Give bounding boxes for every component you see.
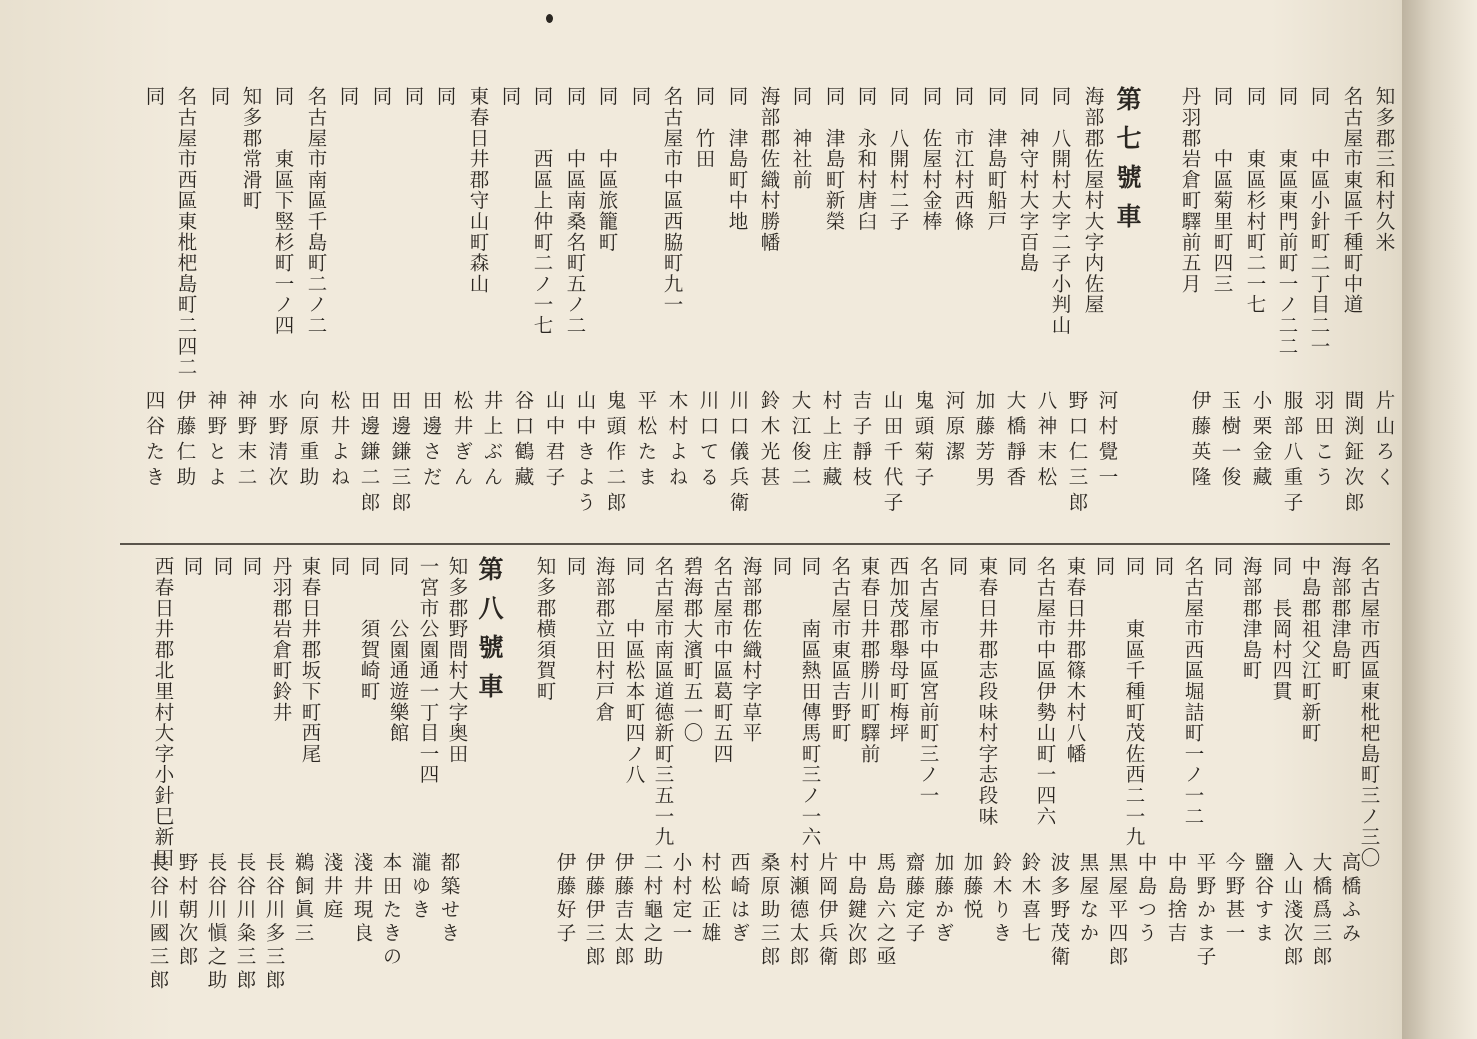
book-spine-shadow [1402, 0, 1477, 1039]
name-entry: 桑原助三郎 [757, 852, 781, 970]
address-entry: 同 [1092, 556, 1116, 577]
name-entry: 大橋爲三郎 [1309, 852, 1333, 970]
address-entry: 海部郡佐織村字草平 [739, 556, 763, 744]
address-entry: 名古屋市中區伊勢山町一四六 [1033, 556, 1057, 827]
name-entry: 黒屋なか [1076, 852, 1100, 946]
name-entry: 鬼頭作二郎 [603, 390, 627, 518]
name-entry: 齋藤定子 [902, 852, 926, 946]
name-entry: 向原重助 [296, 390, 320, 492]
name-entry: 馬島六之亟 [873, 852, 897, 970]
address-entry: 知多郡野間村大字奥田 [445, 556, 469, 764]
name-entry: 山田千代子 [880, 390, 904, 518]
name-entry: 服部八重子 [1280, 390, 1304, 518]
address-entry: 同 八開村大字二子小判山 [1048, 86, 1072, 336]
name-entry: 河原潔 [942, 390, 966, 467]
name-entry: 井上ぶん [480, 390, 504, 492]
address-entry: 名古屋市西區東枇杷島町三ノ三〇 [1357, 556, 1381, 868]
address-entry: 碧海郡大濱町五一〇 [680, 556, 704, 744]
name-entry: 間渕鉦次郎 [1341, 390, 1365, 518]
address-entry: 東春日井郡篠木村八幡 [1063, 556, 1087, 764]
car-section-heading: 第八號車 [475, 556, 504, 712]
address-entry: 海部郡佐屋村大字内佐屋 [1081, 86, 1105, 315]
address-entry: 東春日井郡守山町森山 [466, 86, 490, 294]
address-entry: 同 [769, 556, 793, 577]
address-entry: 東春日井郡志段味村字志段味 [975, 556, 999, 827]
name-entry: 加藤悦 [960, 852, 984, 923]
name-entry: 鬼頭菊子 [911, 390, 935, 492]
name-entry: 伊藤伊三郎 [582, 852, 606, 970]
address-entry: 同 [498, 86, 522, 107]
address-entry: 同 津島町新榮 [822, 86, 846, 232]
name-entry: 松井ぎん [450, 390, 474, 492]
name-entry: 入山淺次郎 [1280, 852, 1304, 970]
address-entry: 同 東區杉村町二一七 [1243, 86, 1267, 315]
name-entry: 大江俊二 [788, 390, 812, 492]
name-entry: 村松正雄 [698, 852, 722, 946]
address-entry: 同 津島町中地 [725, 86, 749, 232]
address-entry: 同 中區南桑名町五ノ二 [563, 86, 587, 336]
name-entry: 野村朝次郎 [175, 852, 199, 970]
address-entry: 同 [142, 86, 166, 107]
name-entry: 山中君子 [542, 390, 566, 492]
name-entry: 瀧ゆき [408, 852, 432, 923]
address-entry: 知多郡三和村久米 [1372, 86, 1396, 253]
address-entry: 名古屋市中區西脇町九一 [660, 86, 684, 315]
name-entry: 松井よね [327, 390, 351, 492]
address-entry: 名古屋市西區東枇杷島町二四二 [174, 86, 198, 378]
name-entry: 谷口鶴藏 [511, 390, 535, 492]
address-entry: 同 須賀崎町 [357, 556, 381, 702]
name-entry: 長谷川粂三郎 [233, 852, 257, 993]
address-entry: 同 東區東門前町一ノ二二 [1275, 86, 1299, 357]
name-entry: 長谷川愼之助 [204, 852, 228, 993]
name-entry: 小栗金藏 [1249, 390, 1273, 492]
name-entry: 神野末二 [234, 390, 258, 492]
name-entry: 川口儀兵衛 [726, 390, 750, 518]
name-entry: 玉樹一俊 [1218, 390, 1242, 492]
address-entry: 同 [433, 86, 457, 107]
name-entry: 淺井庭 [320, 852, 344, 923]
name-entry: 神野とよ [204, 390, 228, 492]
name-entry: 鈴木りき [989, 852, 1013, 946]
name-entry: 平松たま [634, 390, 658, 492]
name-entry: 黒屋平四郎 [1105, 852, 1129, 970]
address-entry: 同 中區菊里町四三 [1210, 86, 1234, 294]
name-entry: 木村よね [665, 390, 689, 492]
name-entry: 小村定一 [669, 852, 693, 946]
address-entry: 同 市江村西條 [951, 86, 975, 232]
name-entry: 四谷たき [142, 390, 166, 492]
name-entry: 野口仁三郎 [1065, 390, 1089, 518]
name-entry: 加藤かぎ [931, 852, 955, 946]
address-entry: 同 [628, 86, 652, 107]
address-entry: 中島郡祖父江町新町 [1298, 556, 1322, 744]
name-entry: 河村覺一 [1095, 390, 1119, 492]
name-entry: 伊藤仁助 [173, 390, 197, 492]
address-entry: 名古屋市西區堀詰町一ノ一二 [1181, 556, 1205, 827]
name-entry: 鹽谷すま [1251, 852, 1275, 946]
name-entry: 田邊さだ [419, 390, 443, 492]
address-entry: 知多郡横須賀町 [533, 556, 557, 702]
car-section-heading: 第七號車 [1113, 86, 1142, 242]
name-entry: 淺井現良 [350, 852, 374, 946]
address-entry: 海部郡津島町 [1328, 556, 1352, 681]
address-entry: 知多郡常滑町 [239, 86, 263, 211]
address-entry: 東春日井郡勝川町驛前 [857, 556, 881, 764]
name-entry: 西崎はぎ [727, 852, 751, 946]
name-entry: 波多野茂衛 [1047, 852, 1071, 970]
name-entry: 羽田こう [1311, 390, 1335, 492]
name-entry: 伊藤吉太郎 [611, 852, 635, 970]
ink-dot-mark [546, 14, 553, 23]
address-entry: 名古屋市東區吉野町 [828, 556, 852, 744]
address-entry: 名古屋市南區千島町二ノ二 [304, 86, 328, 336]
name-entry: 鵜飼眞三 [291, 852, 315, 946]
name-entry: 平野かま子 [1193, 852, 1217, 970]
address-entry: 同 中區小針町二丁目二一 [1307, 86, 1331, 357]
address-entry: 同 [1004, 556, 1028, 577]
address-entry: 同 長岡村四貫 [1269, 556, 1293, 702]
address-entry: 同 神守村大字百島 [1016, 86, 1040, 274]
address-entry: 同 西區上仲町二ノ一七 [530, 86, 554, 336]
address-entry: 同 佐屋村金棒 [919, 86, 943, 232]
address-entry: 同 [239, 556, 263, 577]
address-entry: 一宮市公園通一丁目一四 [416, 556, 440, 785]
address-entry: 同 [401, 86, 425, 107]
name-entry: 村上庄藏 [819, 390, 843, 492]
address-entry: 名古屋市中區葛町五四 [710, 556, 734, 764]
address-entry: 同 [210, 556, 234, 577]
name-entry: 長谷川多三郎 [262, 852, 286, 993]
address-entry: 同 [207, 86, 231, 107]
name-entry: 伊藤英隆 [1188, 390, 1212, 492]
address-entry: 同 [1210, 556, 1234, 577]
name-entry: 水野清次 [265, 390, 289, 492]
name-entry: 中島捨吉 [1164, 852, 1188, 946]
address-entry: 同 [336, 86, 360, 107]
address-entry: 同 [369, 86, 393, 107]
address-entry: 丹羽郡岩倉町鈴井 [269, 556, 293, 723]
name-entry: 吉子靜枝 [849, 390, 873, 492]
address-entry: 同 東區千種町茂佐西二一九 [1122, 556, 1146, 848]
address-entry: 名古屋市中區宮前町三ノ一 [916, 556, 940, 806]
name-entry: 高橋ふみ [1338, 852, 1362, 946]
name-entry: 加藤芳男 [972, 390, 996, 492]
name-entry: 川口てる [696, 390, 720, 492]
name-entry: 都築せき [437, 852, 461, 946]
name-entry: 中島鍵次郎 [844, 852, 868, 970]
name-entry: 二村龜之助 [640, 852, 664, 970]
name-entry: 片山ろく [1372, 390, 1396, 492]
address-entry: 名古屋市東區千種町中道 [1340, 86, 1364, 315]
name-entry: 鈴木光甚 [757, 390, 781, 492]
name-entry: 大橋靜香 [1003, 390, 1027, 492]
address-entry: 同 [180, 556, 204, 577]
address-entry: 同 永和村唐臼 [854, 86, 878, 232]
horizontal-divider-line [120, 543, 1390, 545]
address-entry: 同 竹田 [692, 86, 716, 170]
address-entry: 海部郡津島町 [1239, 556, 1263, 681]
address-entry: 丹羽郡岩倉町驛前五月 [1178, 86, 1202, 294]
address-entry: 同 神社前 [789, 86, 813, 190]
name-entry: 山中きよう [573, 390, 597, 518]
name-entry: 村瀬德太郎 [786, 852, 810, 970]
address-entry: 同 南區熱田傳馬町三ノ一六 [798, 556, 822, 848]
name-entry: 片岡伊兵衛 [815, 852, 839, 970]
name-entry: 田邊鎌三郎 [388, 390, 412, 518]
address-entry: 海部郡立田村戸倉 [592, 556, 616, 723]
name-entry: 田邊鎌二郎 [357, 390, 381, 518]
address-entry: 同 [563, 556, 587, 577]
address-entry: 同 中區松本町四ノ八 [622, 556, 646, 785]
address-entry: 同 [945, 556, 969, 577]
address-entry: 同 津島町船戸 [984, 86, 1008, 232]
name-entry: 長谷川國三郎 [146, 852, 170, 993]
address-entry: 同 [1151, 556, 1175, 577]
name-entry: 鈴木喜七 [1018, 852, 1042, 946]
name-entry: 八神末松 [1034, 390, 1058, 492]
address-entry: 同 中區旅籠町 [595, 86, 619, 253]
name-entry: 伊藤好子 [553, 852, 577, 946]
name-entry: 中島つう [1134, 852, 1158, 946]
address-entry: 東春日井郡坂下町西尾 [298, 556, 322, 764]
address-entry: 同 公園通遊樂館 [386, 556, 410, 744]
address-entry: 同 東區下竪杉町一ノ四 [271, 86, 295, 336]
address-entry: 海部郡佐織村勝幡 [757, 86, 781, 253]
address-entry: 名古屋市南區道德新町三五一九 [651, 556, 675, 848]
name-entry: 本田たきの [379, 852, 403, 970]
address-entry: 西加茂郡舉母町梅坪 [886, 556, 910, 744]
address-entry: 同 [327, 556, 351, 577]
address-entry: 西春日井郡北里村大字小針巳新田 [151, 556, 175, 868]
address-entry: 同 八開村二子 [886, 86, 910, 232]
name-entry: 今野甚一 [1222, 852, 1246, 946]
